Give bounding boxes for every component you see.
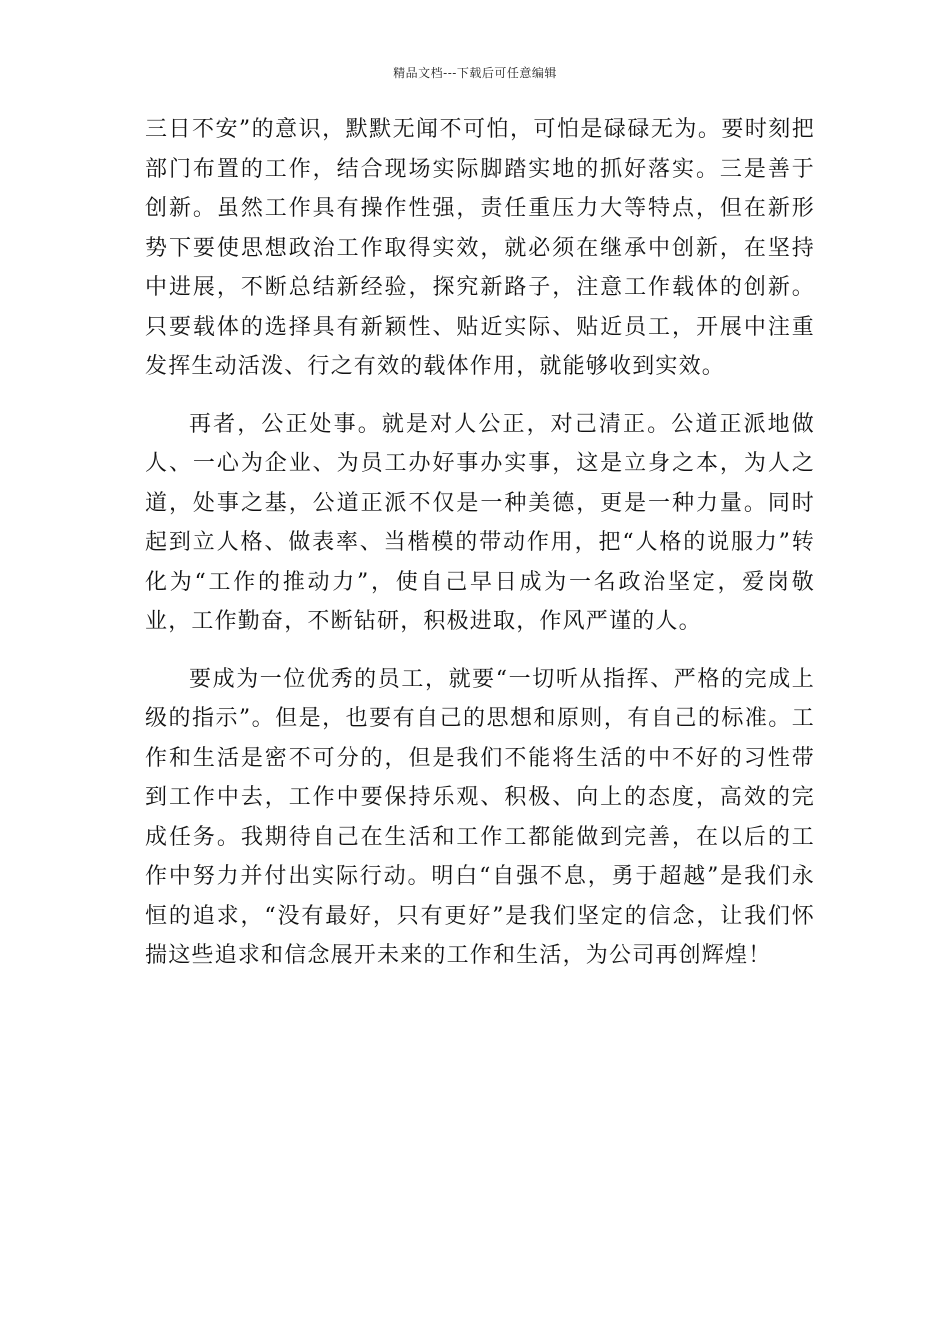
document-body xyxy=(145,110,815,994)
paragraph-1: 三日不安”的意识，默默无闻不可怕，可怕是碌碌无为。要时刻把部门布置的工作，结合现场实际脚踏实地的抓好落实。三是善于创新。虽然工作具有操作性强，责任重压力大等特点，但在新形势下要使思想政治工作取得实效，就必须在继承中创新，在坚持中进展，不断总结新经验，探究新路子，注意工作载体的创新。只要载体的选择具有新颖性、贴近实际、贴近员工，开展中注重发挥生动活泼、行之有效的载体作用，就能够收到实效。 xyxy=(145,117,815,379)
paragraph-2: 再者，公正处事。就是对人公正，对己清正。公道正派地做人、一心为企业、为员工办好事办实事，这是立身之本，为人之道，处事之基，公道正派不仅是一种美德，更是一种力量。同时起到立人格、做表率、当楷模的带动作用，把“人格的说服力”转化为“工作的推动力”，使自己早日成为一名政治坚定，爱岗敬业，工作勤奋，不断钻研，积极进取，作风严谨的人。 xyxy=(145,411,815,634)
page-header: 精品文档---下载后可任意编辑 xyxy=(393,66,557,80)
paragraph-3: 要成为一位优秀的员工，就要“一切听从指挥、严格的完成上级的指示”。但是，也要有自己的思想和原则，有自己的标准。工作和生活是密不可分的，但是我们不能将生活的中不好的习性带到工作中去，工作中要保持乐观、积极、向上的态度，高效的完成任务。我期待自己在生活和工作工都能做到完善，在以后的工作中努力并付出实际行动。明白“自强不息，勇于超越”是我们永恒的追求，“没有最好，只有更好”是我们坚定的信念，让我们怀揣这些追求和信念展开未来的工作和生活，为公司再创辉煌！ xyxy=(145,666,815,968)
